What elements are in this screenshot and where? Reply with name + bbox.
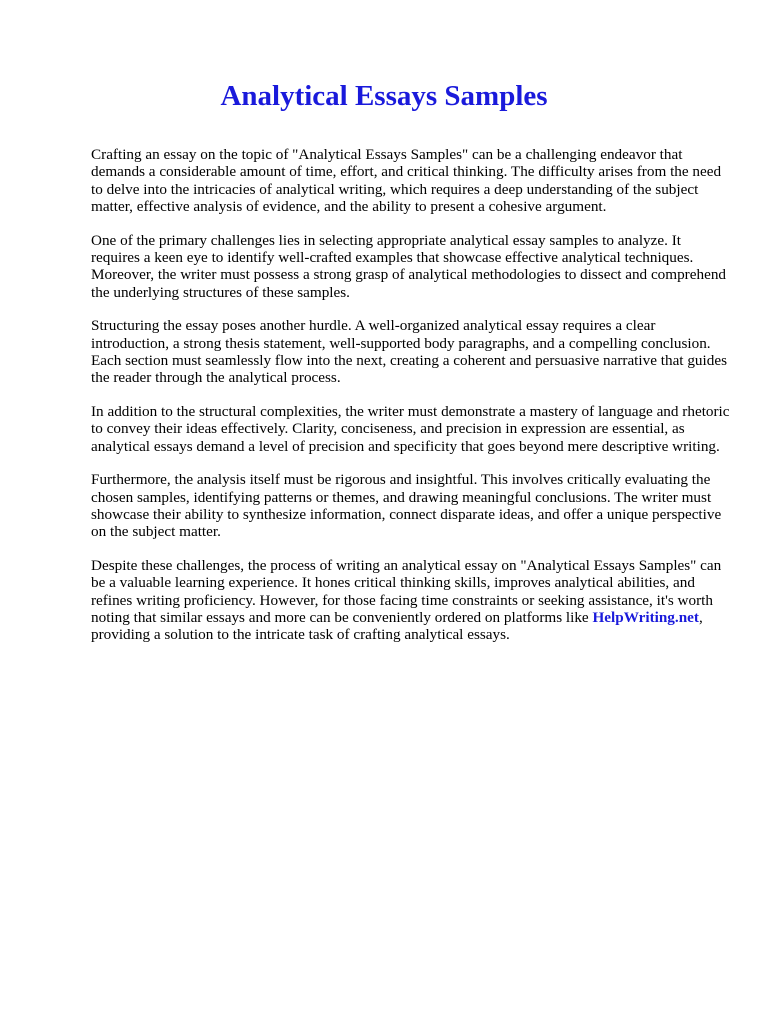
paragraph-5: Furthermore, the analysis itself must be rigorous and insightful. This involves critically evaluating the chosen samples, identifying patterns or themes, and drawing meaningful conclusions. The writer must showcase their ability to synthesize information, connect disparate ideas, and offer a unique perspective on the subject matter.: [91, 471, 722, 541]
helpwriting-link[interactable]: HelpWriting.net: [592, 608, 699, 626]
paragraph-1: Crafting an essay on the topic of "Analytical Essays Samples" can be a challenging endeavor that demands a considerable amount of time, effort, and critical thinking. The difficulty arises from the need to delve into the intricacies of analytical writing, which requires a deep understanding of the subject matter, effective analysis of evidence, and the ability to present a cohesive argument.: [91, 146, 722, 216]
paragraph-3: Structuring the essay poses another hurdle. A well-organized analytical essay requires a clear introduction, a strong thesis statement, well-supported body paragraphs, and a compelling conclusion. Each section must seamlessly flow into the next, creating a coherent and persuasive narrative that guides the reader through the analytical process.: [91, 317, 727, 387]
document-title: Analytical Essays Samples: [220, 80, 548, 112]
paragraph-4: In addition to the structural complexities, the writer must demonstrate a mastery of language and rhetoric to convey their ideas effectively. Clarity, conciseness, and precision in expression are essential, as analytical essays demand a level of precision and specificity that goes beyond mere descriptive writing.: [91, 402, 730, 455]
paragraph-2: One of the primary challenges lies in selecting appropriate analytical essay samples to analyze. It requires a keen eye to identify well-crafted examples that showcase effective analytical techniques. Moreover, the writer must possess a strong grasp of analytical methodologies to dissect and comprehend the underlying structures of these samples.: [91, 231, 727, 301]
paragraph-6-text-after-link: , providing a solution to the intricate task of crafting analytical essays.: [91, 608, 703, 644]
paragraph-6: [91, 557, 731, 644]
paragraph-6-text-before-link: Despite these challenges, the process of writing an analytical essay on "Analytical Essays Samples" can be a valuable learning experience. It hones critical thinking skills, improves analytical abilities, and refines writing proficiency. However, for those facing time constraints or seeking assistance, it's worth noting that similar essays and more can be conveniently ordered on platforms like: [91, 556, 722, 626]
document-body: [91, 146, 731, 660]
